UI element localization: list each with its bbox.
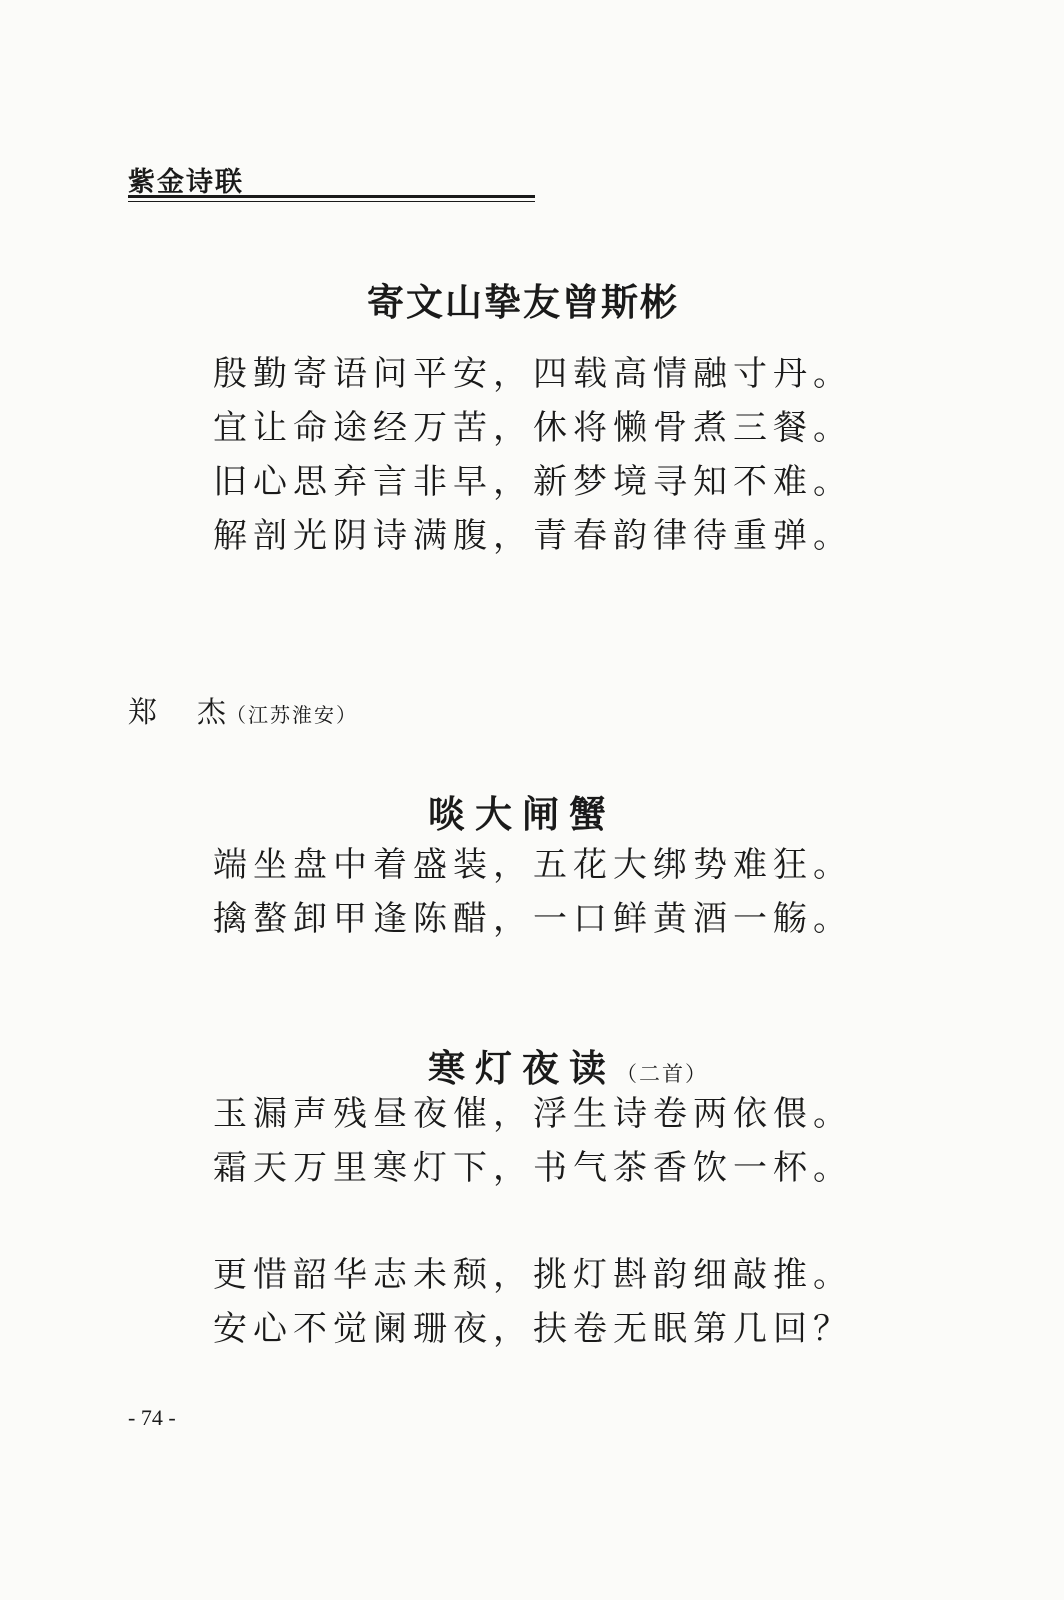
page-number: - 74 -	[128, 1405, 176, 1430]
poem-title-group	[428, 1038, 708, 1092]
header-rule-thin	[128, 201, 535, 202]
poem-body	[213, 838, 853, 946]
poem-title: 寄文山挚友曾斯彬	[367, 280, 679, 324]
poem-stanza	[213, 1248, 853, 1356]
verse-line: 擒螯卸甲逢陈醋，一口鲜黄酒一觞。	[213, 899, 853, 939]
header-rule-thick	[128, 195, 535, 198]
verse-line: 安心不觉阑珊夜，扶卷无眠第几回？	[213, 1309, 853, 1349]
author-given-name: 杰	[197, 695, 227, 729]
author-origin: （江苏淮安）	[226, 703, 359, 727]
author-surname: 郑	[128, 695, 160, 729]
author-line	[128, 690, 358, 731]
poem-title: 寒灯夜读	[428, 1046, 616, 1090]
poem-title-note: （二首）	[616, 1062, 708, 1086]
poem-title: 啖大闸蟹	[428, 792, 616, 836]
verse-line: 更惜韶华志未颓，挑灯斟韵细敲推。	[213, 1255, 853, 1295]
verse-line: 端坐盘中着盛装，五花大绑势难狂。	[213, 845, 853, 885]
verse-line: 玉漏声残昼夜催，浮生诗卷两依偎。	[213, 1094, 853, 1134]
poem-body	[213, 347, 853, 563]
poem-stanza	[213, 1087, 853, 1195]
verse-line: 宜让命途经万苦，休将懒骨煮三餐。	[213, 408, 853, 448]
running-header: 紫金诗联	[128, 167, 244, 198]
verse-line: 殷勤寄语问平安，四载高情融寸丹。	[213, 354, 853, 394]
verse-line: 霜天万里寒灯下，书气茶香饮一杯。	[213, 1148, 853, 1188]
verse-line: 旧心思弃言非早，新梦境寻知不难。	[213, 462, 853, 502]
verse-line: 解剖光阴诗满腹，青春韵律待重弹。	[213, 516, 853, 556]
